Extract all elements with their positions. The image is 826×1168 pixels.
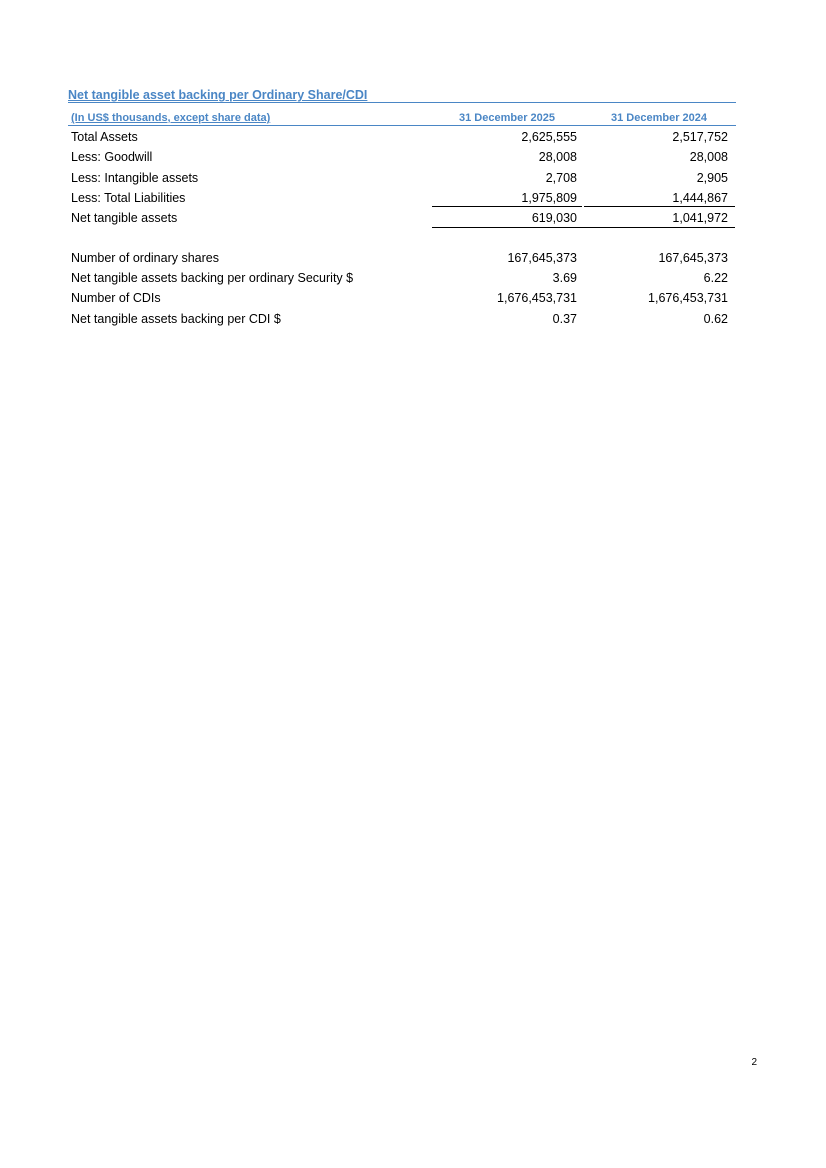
page-number: 2 xyxy=(751,1057,757,1068)
value-2024: 1,444,867 xyxy=(672,191,728,205)
table-row-intangible-assets xyxy=(0,168,826,188)
table-row-total-liabilities xyxy=(0,188,826,208)
table-row-net-tangible-assets xyxy=(0,208,826,228)
value-2025: 3.69 xyxy=(552,271,577,285)
value-2024: 0.62 xyxy=(703,312,728,326)
row-label: Less: Goodwill xyxy=(71,150,153,164)
value-2024: 1,041,972 xyxy=(672,211,728,225)
table-row-nta-per-cdi xyxy=(0,309,826,329)
value-2025: 1,676,453,731 xyxy=(497,291,577,305)
value-2025: 2,625,555 xyxy=(521,130,577,144)
subtotal-rule-2025 xyxy=(432,206,582,207)
value-2024: 167,645,373 xyxy=(658,251,728,265)
value-2024: 2,905 xyxy=(696,171,728,185)
column-header-2025: 31 December 2025 xyxy=(458,112,555,124)
row-label: Number of CDIs xyxy=(71,291,161,305)
value-2025: 167,645,373 xyxy=(507,251,577,265)
row-label: Less: Intangible assets xyxy=(71,171,199,185)
table-row-number-of-cdis xyxy=(0,288,826,308)
table-row-nta-per-security xyxy=(0,268,826,288)
value-2024: 1,676,453,731 xyxy=(648,291,728,305)
value-2025: 2,708 xyxy=(545,171,577,185)
row-label: Less: Total Liabilities xyxy=(71,191,186,205)
row-label: Net tangible assets backing per CDI $ xyxy=(71,312,281,326)
table-row-total-assets xyxy=(0,127,826,147)
row-label: Number of ordinary shares xyxy=(71,251,219,265)
value-2025: 0.37 xyxy=(552,312,577,326)
value-2025: 28,008 xyxy=(538,150,577,164)
section-title: Net tangible asset backing per Ordinary Share/CDI xyxy=(68,88,368,102)
total-rule xyxy=(432,227,735,228)
units-note: (In US$ thousands, except share data) xyxy=(71,112,271,124)
subtotal-rule-2024 xyxy=(584,206,735,207)
title-rule xyxy=(68,102,736,103)
row-label: Net tangible assets xyxy=(71,211,178,225)
column-header-2024: 31 December 2024 xyxy=(610,112,707,124)
value-2024: 6.22 xyxy=(703,271,728,285)
value-2025: 619,030 xyxy=(531,211,577,225)
row-label: Total Assets xyxy=(71,130,138,144)
table-row-ordinary-shares xyxy=(0,248,826,268)
value-2024: 2,517,752 xyxy=(672,130,728,144)
table-row-goodwill xyxy=(0,147,826,167)
header-rule xyxy=(68,125,736,126)
row-label: Net tangible assets backing per ordinary Security $ xyxy=(71,271,354,285)
value-2025: 1,975,809 xyxy=(521,191,577,205)
value-2024: 28,008 xyxy=(689,150,728,164)
